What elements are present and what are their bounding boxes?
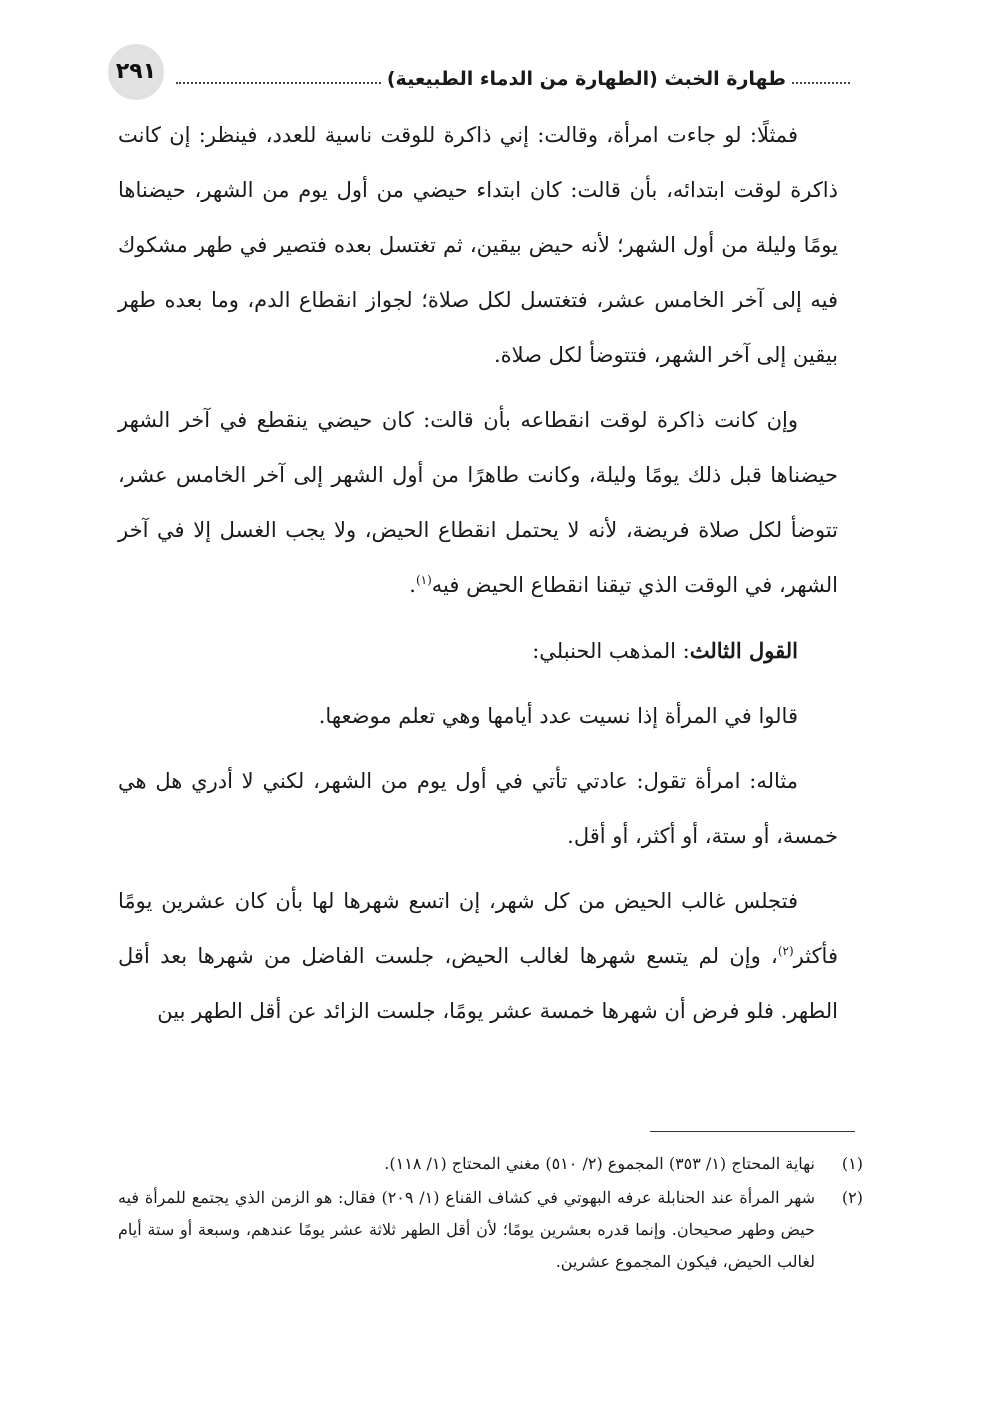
- section-heading: [118, 623, 838, 679]
- paragraph-5-text-b: ، وإن لم يتسع شهرها لغالب الحيض، جلست الفاضل من شهرها بعد أقل الطهر. فلو فرض أن شهرها خمسة عشر يومًا، جلست الزائد عن أقل الطهر بين: [118, 944, 838, 1023]
- paragraph-4: مثاله: امرأة تقول: عادتي تأتي في أول يوم من الشهر، لكني لا أدري هل هي خمسة، أو ستة، أو أكثر، أو أقل.: [118, 769, 838, 848]
- header-dots-left: [176, 82, 381, 84]
- paragraph-5-text-a: فتجلس غالب الحيض من كل شهر، إن اتسع شهرها لها بأن كان عشرين يومًا فأكثر: [118, 889, 838, 968]
- paragraph-2: [118, 393, 838, 613]
- footnote-separator: [650, 1131, 855, 1132]
- main-text: [118, 108, 838, 1049]
- running-header: [176, 68, 850, 94]
- footnote-ref-1: (١): [415, 573, 432, 587]
- footnote-1-number: (١): [841, 1154, 863, 1173]
- running-header-title: طهارة الخبث (الطهارة من الدماء الطبيعية): [386, 68, 786, 90]
- page-number-badge: ٢٩١: [108, 44, 164, 100]
- paragraph-5: [118, 874, 838, 1039]
- header-dots-right: [792, 82, 850, 84]
- footnote-1: [118, 1148, 863, 1180]
- paragraph-1: فمثلًا: لو جاءت امرأة، وقالت: إني ذاكرة للوقت ناسية للعدد، فينظر: إن كانت ذاكرة لوقت ابتدائه، بأن قالت: كان ابتداء حيضي من أول يوم من الشهر، حيضناها يومًا وليلة من أول الشهر؛ لأنه حيض بيقين، ثم تغتسل بعده فتصير في طهر مشكوك فيه إلى آخر الخامس عشر، فتغتسل لكل صلاة؛ لجواز انقطاع الدم، وما بعده طهر بيقين إلى آخر الشهر، فتتوضأ لكل صلاة.: [118, 123, 838, 367]
- footnote-2: [118, 1182, 863, 1278]
- footnote-1-text: نهاية المحتاج (١/ ٣٥٣) المجموع (٢/ ٥١٠) مغني المحتاج (١/ ١١٨).: [384, 1154, 815, 1173]
- page-header: [108, 44, 850, 100]
- footnotes: [118, 1148, 863, 1280]
- section-heading-bold: القول الثالث: [689, 638, 798, 663]
- paragraph-2-text: وإن كانت ذاكرة لوقت انقطاعه بأن قالت: كان حيضي ينقطع في آخر الشهر حيضناها قبل ذلك يومًا وليلة، وكانت طاهرًا من أول الشهر إلى آخر الخامس عشر، تتوضأ لكل صلاة فريضة، لأنه لا يحتمل انقطاع الحيض، ولا يجب الغسل إلا في آخر الشهر، في الوقت الذي تيقنا انقطاع الحيض فيه: [118, 408, 838, 597]
- footnote-ref-2: (٢): [777, 944, 794, 958]
- footnote-2-text: شهر المرأة عند الحنابلة عرفه البهوتي في كشاف القناع (١/ ٢٠٩) فقال: هو الزمن الذي يجتمع للمرأة فيه حيض وطهر صحيحان. وإنما قدره بعشرين يومًا؛ لأن أقل الطهر ثلاثة عشر يومًا عندهم، وسبعة أو ستة أيام لغالب الحيض، فيكون المجموع عشرين.: [118, 1188, 816, 1271]
- paragraph-2-end: .: [409, 573, 416, 597]
- section-heading-rest: : المذهب الحنبلي:: [532, 639, 690, 663]
- paragraph-3: قالوا في المرأة إذا نسيت عدد أيامها وهي تعلم موضعها.: [318, 704, 798, 728]
- footnote-2-number: (٢): [841, 1188, 863, 1207]
